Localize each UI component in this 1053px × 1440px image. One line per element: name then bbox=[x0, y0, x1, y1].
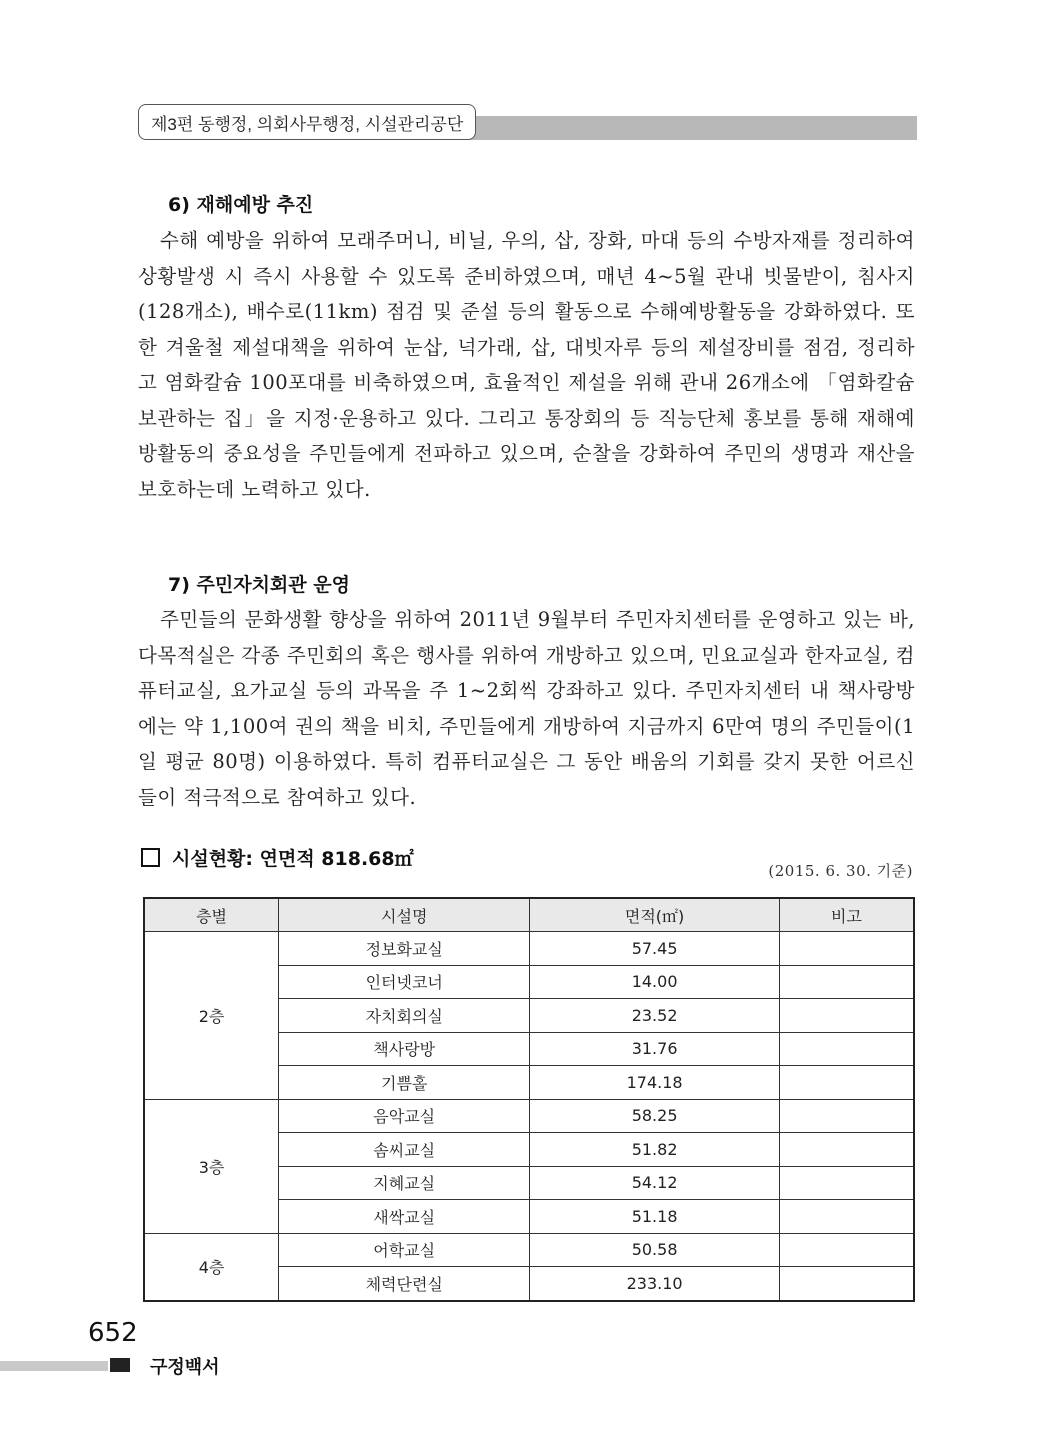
note-cell bbox=[779, 932, 914, 966]
column-header-note: 비고 bbox=[779, 898, 914, 932]
column-header-area: 면적(㎡) bbox=[530, 898, 780, 932]
note-cell bbox=[779, 1099, 914, 1133]
facility-name-cell: 체력단련실 bbox=[279, 1267, 530, 1301]
area-cell: 54.12 bbox=[530, 1166, 780, 1200]
footer-square-icon bbox=[110, 1358, 130, 1372]
page-number: 652 bbox=[88, 1318, 138, 1348]
footer-bar bbox=[0, 1361, 108, 1371]
facility-name-cell: 책사랑방 bbox=[279, 1032, 530, 1066]
chapter-header: 제3편 동행정, 의회사무행정, 시설관리공단 bbox=[138, 104, 476, 140]
area-cell: 50.58 bbox=[530, 1233, 780, 1267]
note-cell bbox=[779, 1066, 914, 1100]
floor-cell: 2층 bbox=[144, 932, 279, 1100]
basis-date: (2015. 6. 30. 기준) bbox=[768, 862, 913, 880]
facility-name-cell: 음악교실 bbox=[279, 1099, 530, 1133]
section-7-title: 7) 주민자치회관 운영 bbox=[168, 574, 350, 596]
facility-name-cell: 새싹교실 bbox=[279, 1200, 530, 1234]
area-cell: 51.18 bbox=[530, 1200, 780, 1234]
note-cell bbox=[779, 1133, 914, 1167]
facility-table bbox=[143, 897, 915, 1302]
table-row bbox=[144, 1233, 914, 1267]
facility-name-cell: 지혜교실 bbox=[279, 1166, 530, 1200]
note-cell bbox=[779, 965, 914, 999]
facility-heading bbox=[141, 844, 414, 871]
table-row bbox=[144, 1099, 914, 1133]
note-cell bbox=[779, 1032, 914, 1066]
area-cell: 57.45 bbox=[530, 932, 780, 966]
facility-name-cell: 정보화교실 bbox=[279, 932, 530, 966]
area-cell: 233.10 bbox=[530, 1267, 780, 1301]
section-7-text: 주민들의 문화생활 향상을 위하여 2011년 9월부터 주민자치센터를 운영하고 있는 바, 다목적실은 각종 주민회의 혹은 행사를 위하여 개방하고 있으며, 민요교실과 한자교실, 컴퓨터교실, 요가교실 등의 과목을 주 1~2회씩 강좌하고 있다. 주민자치센터 내 책사랑방에는 약 1,100여 권의 책을 비치, 주민들에게 개방하여 지금까지 6만여 명의 주민들이(1일 평균 80명) 이용하였다. 특히 컴퓨터교실은 그 동안 배움의 기회를 갖지 못한 어르신들이 적극적으로 참여하고 있다. bbox=[138, 608, 915, 809]
section-6-text: 수해 예방을 위하여 모래주머니, 비닐, 우의, 삽, 장화, 마대 등의 수방자재를 정리하여 상황발생 시 즉시 사용할 수 있도록 준비하였으며, 매년 4~5월 관내 빗물받이, 침사지(128개소), 배수로(11km) 점검 및 준설 등의 활동으로 수해예방활동을 강화하였다. 또한 겨울철 제설대책을 위하여 눈삽, 넉가래, 삽, 대빗자루 등의 제설장비를 점검, 정리하고 염화칼슘 100포대를 비축하였으며, 효율적인 제설을 위해 관내 26개소에 「염화칼슘 보관하는 집」을 지정·운용하고 있다. 그리고 통장회의 등 직능단체 홍보를 통해 재해예방활동의 중요성을 주민들에게 전파하고 있으며, 순찰을 강화하여 주민의 생명과 재산을 보호하는데 노력하고 있다. bbox=[138, 229, 915, 501]
facility-name-cell: 자치회의실 bbox=[279, 999, 530, 1033]
section-6-title: 6) 재해예방 추진 bbox=[168, 194, 314, 216]
facility-name-cell: 인터넷코너 bbox=[279, 965, 530, 999]
area-cell: 14.00 bbox=[530, 965, 780, 999]
facility-name-cell: 솜씨교실 bbox=[279, 1133, 530, 1167]
area-cell: 23.52 bbox=[530, 999, 780, 1033]
note-cell bbox=[779, 999, 914, 1033]
section-6-body bbox=[138, 223, 915, 507]
area-cell: 51.82 bbox=[530, 1133, 780, 1167]
book-title: 구정백서 bbox=[150, 1357, 220, 1378]
area-cell: 174.18 bbox=[530, 1066, 780, 1100]
facility-name-cell: 어학교실 bbox=[279, 1233, 530, 1267]
table-row bbox=[144, 932, 914, 966]
note-cell bbox=[779, 1166, 914, 1200]
floor-cell: 4층 bbox=[144, 1233, 279, 1301]
facility-name-cell: 기쁨홀 bbox=[279, 1066, 530, 1100]
column-header-name: 시설명 bbox=[279, 898, 530, 932]
area-cell: 31.76 bbox=[530, 1032, 780, 1066]
table-header-row bbox=[144, 898, 914, 932]
column-header-floor: 층별 bbox=[144, 898, 279, 932]
floor-cell: 3층 bbox=[144, 1099, 279, 1233]
section-7-body bbox=[138, 602, 915, 815]
area-cell: 58.25 bbox=[530, 1099, 780, 1133]
note-cell bbox=[779, 1233, 914, 1267]
note-cell bbox=[779, 1267, 914, 1301]
checkbox-icon bbox=[141, 848, 160, 867]
note-cell bbox=[779, 1200, 914, 1234]
facility-heading-text: 시설현황: 연면적 818.68㎡ bbox=[172, 848, 414, 870]
